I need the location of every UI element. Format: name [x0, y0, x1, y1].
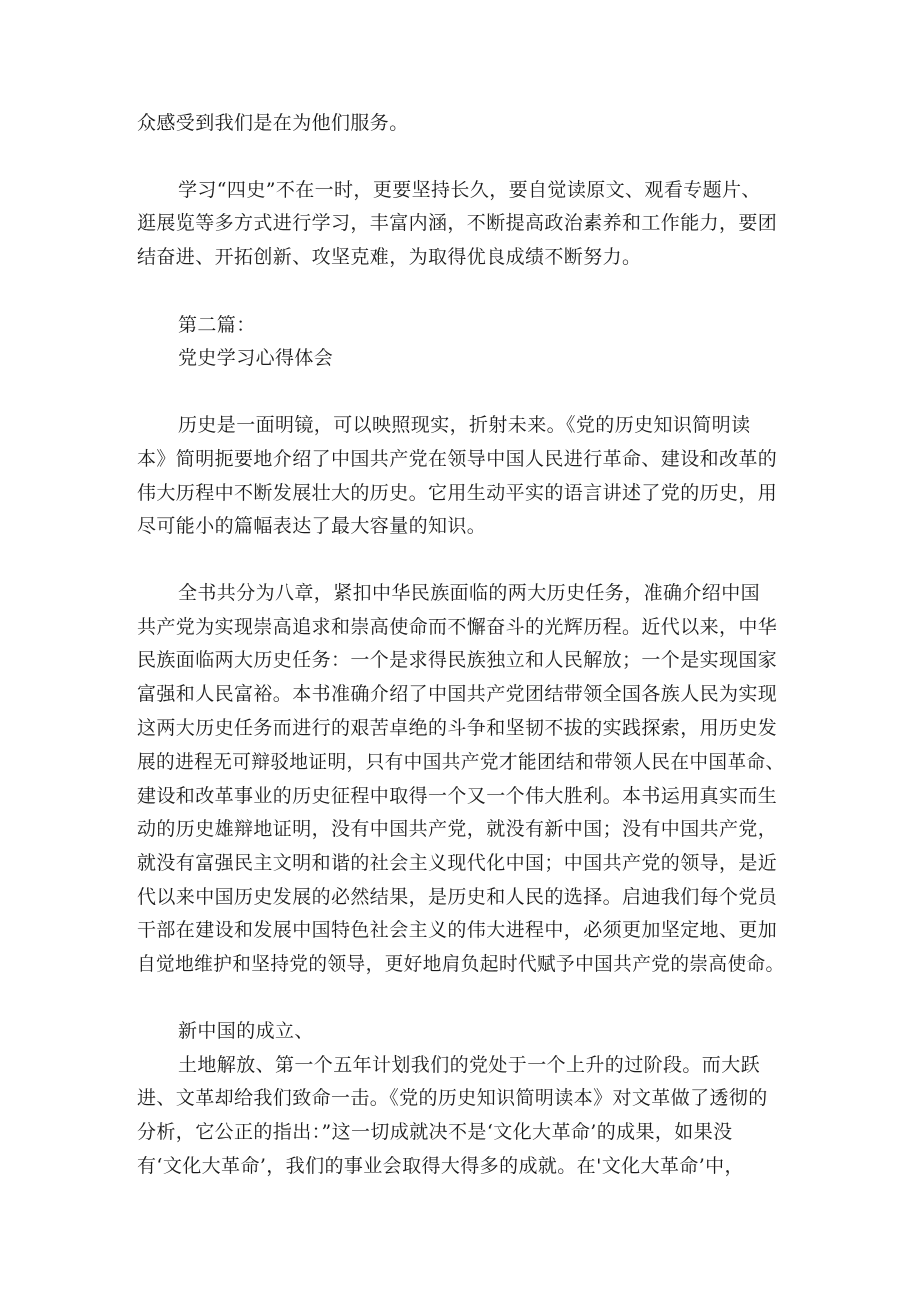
text-line: 民族面临两大历史任务：一个是求得民族独立和人民解放；一个是实现国家: [137, 649, 778, 671]
section-label: 第二篇：: [178, 314, 256, 336]
text-line: 富强和人民富裕。本书准确介绍了中国共产党团结带领全国各族人民为实现: [137, 683, 778, 705]
text-line: 尽可能小的篇幅表达了最大容量的知识。: [137, 515, 487, 537]
text-line: 动的历史雄辩地证明，没有中国共产党，就没有新中国；没有中国共产党，: [137, 818, 778, 840]
text-line: 众感受到我们是在为他们服务。: [137, 112, 409, 134]
section-title: 党史学习心得体会: [178, 347, 334, 369]
text-line: 干部在建设和发展中国特色社会主义的伟大进程中，必须更加坚定地、更加: [137, 919, 778, 941]
text-line: 分析，它公正的指出：”这一切成就决不是‘文化大革命’的成果，如果没: [137, 1121, 733, 1143]
text-line: 展的进程无可辩驳地证明，只有中国共产党才能团结和带领人民在中国革命、: [137, 751, 785, 773]
text-line: 土地解放、第一个五年计划我们的党处于一个上升的过阶段。而大跃: [178, 1054, 761, 1076]
text-line: 新中国的成立、: [178, 1020, 314, 1042]
text-line: 进、文革却给我们致命一击。《党的历史知识简明读本》对文革做了透彻的: [137, 1087, 768, 1109]
text-line: 本》简明扼要地介绍了中国共产党在领导中国人民进行革命、建设和改革的: [137, 448, 778, 470]
text-line: 就没有富强民主文明和谐的社会主义现代化中国；中国共产党的领导，是近: [137, 852, 778, 874]
text-line: 代以来中国历史发展的必然结果，是历史和人民的选择。启迪我们每个党员: [137, 886, 778, 908]
text-line: 伟大历程中不断发展壮大的历史。它用生动平实的语言讲述了党的历史，用: [137, 482, 778, 504]
text-line: 历史是一面明镜，可以映照现实，折射未来。《党的历史知识简明读: [178, 414, 751, 436]
text-line: 学习“四史”不在一时，更要坚持长久，要自觉读原文、观看专题片、: [178, 179, 761, 201]
text-line: 逛展览等多方式进行学习，丰富内涵，不断提高政治素养和工作能力，要团: [137, 212, 778, 234]
text-line: 建设和改革事业的历史征程中取得一个又一个伟大胜利。本书运用真实而生: [137, 785, 778, 807]
text-line: 共产党为实现崇高追求和崇高使命而不懈奋斗的光辉历程。近代以来，中华: [137, 616, 778, 638]
text-line: 自觉地维护和坚持党的领导，更好地肩负起时代赋予中国共产党的崇高使命。: [137, 953, 785, 975]
text-line: 全书共分为八章，紧扣中华民族面临的两大历史任务，准确介绍中国: [178, 582, 761, 604]
text-line: 这两大历史任务而进行的艰苦卓绝的斗争和坚韧不拔的实践探索，用历史发: [137, 717, 778, 739]
text-line: 结奋进、开拓创新、攻坚克难，为取得优良成绩不断努力。: [137, 246, 642, 268]
text-line: 有‘文化大革命’，我们的事业会取得大得多的成就。在'文化大革命’中，: [137, 1155, 744, 1177]
